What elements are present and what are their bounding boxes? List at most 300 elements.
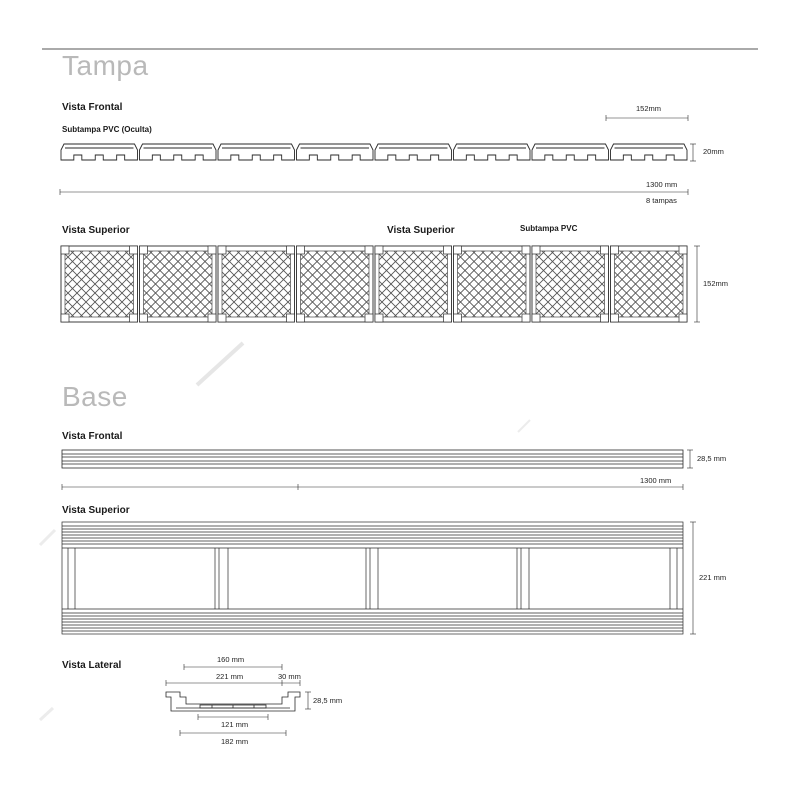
hatch-line <box>351 246 427 322</box>
hatch-line <box>796 246 800 322</box>
hatch-line <box>192 246 268 322</box>
hatch-line <box>299 246 375 322</box>
tampa-corner-clip <box>375 314 383 322</box>
hatch-line <box>428 246 504 322</box>
hatch-line <box>360 246 436 322</box>
tampa-corner-clip <box>532 246 540 254</box>
hatch-line <box>19 246 95 322</box>
hatch-line <box>271 246 347 322</box>
hatch-line <box>376 246 452 322</box>
hatch-line <box>473 246 549 322</box>
dim-20-label: 20mm <box>703 147 724 156</box>
hatch-line <box>490 246 566 322</box>
hatch-line <box>185 246 261 322</box>
hatch-line <box>147 246 223 322</box>
hatch-line <box>456 246 532 322</box>
hatch-line <box>385 246 461 322</box>
hatch-line <box>219 246 295 322</box>
hatch-line <box>55 246 131 322</box>
tampa-corner-clip <box>297 246 305 254</box>
hatch-line <box>515 246 591 322</box>
hatch-line <box>244 246 320 322</box>
tampa-corner-clip <box>61 314 69 322</box>
hatch-line <box>769 246 800 322</box>
hatch-line <box>298 246 374 322</box>
tampa-corner-clip <box>679 314 687 322</box>
base-lateral-label: Vista Lateral <box>62 660 122 671</box>
lateral-dim-30-label: 30 mm <box>278 672 301 681</box>
tampa-corner-clip <box>365 246 373 254</box>
hatch-line <box>226 246 302 322</box>
hatch-line <box>295 246 371 322</box>
hatch-line <box>378 246 454 322</box>
hatch-line <box>717 246 793 322</box>
hatch-line <box>286 246 362 322</box>
hatch-line <box>46 246 122 322</box>
tampa-frontal-segment <box>454 144 531 160</box>
hatch-line <box>263 246 339 322</box>
hatch-line <box>334 246 410 322</box>
hatch-line <box>64 246 140 322</box>
hatch-line <box>378 246 454 322</box>
tampa-superior-label-left: Vista Superior <box>62 225 130 236</box>
hatch-line <box>280 246 356 322</box>
tampa-section-title: Tampa <box>62 50 149 81</box>
hatch-line <box>365 246 441 322</box>
hatch-line <box>307 246 383 322</box>
hatch-line <box>420 246 496 322</box>
hatch-line <box>342 246 418 322</box>
tampa-corner-clip <box>522 314 530 322</box>
hatch-line <box>358 246 434 322</box>
hatch-line <box>349 246 425 322</box>
hatch-line <box>235 246 311 322</box>
hatch-line <box>281 246 357 322</box>
hatch-line <box>524 246 600 322</box>
hatch-line <box>473 246 549 322</box>
hatch-line <box>726 246 800 322</box>
hatch-line <box>609 246 685 322</box>
hatch-line <box>142 246 218 322</box>
hatch-line <box>192 246 268 322</box>
hatch-line <box>535 246 611 322</box>
hatch-line <box>367 246 443 322</box>
tampa-corner-clip <box>365 314 373 322</box>
hatch-line <box>412 246 488 322</box>
hatch-line <box>210 246 286 322</box>
tampa-corner-clip <box>297 314 305 322</box>
tampa-frontal-segment <box>532 144 609 160</box>
hatch-line <box>576 246 652 322</box>
hatch-line <box>183 246 259 322</box>
hatch-line <box>560 246 636 322</box>
hatch-line <box>262 246 338 322</box>
hatch-line <box>621 246 697 322</box>
hatch-line <box>627 246 703 322</box>
hatch-line <box>376 246 452 322</box>
dim-221-label: 221 mm <box>699 573 727 582</box>
hatch-line <box>290 246 366 322</box>
hatch-line <box>0 246 52 322</box>
hatch-line <box>594 246 670 322</box>
hatch-line <box>138 246 214 322</box>
hatch-line <box>630 246 706 322</box>
tampa-corner-clip <box>287 246 295 254</box>
hatch-line <box>760 246 800 322</box>
hatch-line <box>208 246 284 322</box>
hatch-line <box>769 246 800 322</box>
hatch-line <box>401 246 477 322</box>
tampa-panel-frame <box>611 246 688 322</box>
hatch-line <box>446 246 522 322</box>
hatch-line <box>385 246 461 322</box>
hatch-line <box>508 246 584 322</box>
hatch-line <box>420 246 496 322</box>
hatch-line <box>271 246 347 322</box>
hatch-line <box>28 246 104 322</box>
hatch-line <box>419 246 495 322</box>
tampa-corner-clip <box>611 314 619 322</box>
tampa-panel-frame <box>532 246 609 322</box>
hatch-line <box>0 246 25 322</box>
hatch-line <box>0 246 16 322</box>
dim-20-line <box>690 144 696 161</box>
tampa-frontal-profile <box>61 144 687 160</box>
hatch-line <box>612 246 688 322</box>
tampa-frontal-segment <box>297 144 374 160</box>
hatch-line <box>289 246 365 322</box>
hatch-line <box>208 246 284 322</box>
hatch-line <box>0 246 61 322</box>
hatch-line <box>392 246 468 322</box>
hatch-line <box>228 246 304 322</box>
hatch-line <box>540 246 616 322</box>
hatch-line <box>609 246 685 322</box>
dim-1300-label: 1300 mm <box>646 180 678 189</box>
hatch-line <box>255 246 331 322</box>
hatch-line <box>142 246 218 322</box>
hatch-line <box>533 246 609 322</box>
tampa-frontal-segment <box>611 144 688 160</box>
hatch-line <box>0 246 34 322</box>
tampa-corner-clip <box>208 314 216 322</box>
hatch-line <box>0 246 61 322</box>
hatch-line <box>438 246 514 322</box>
tampa-frontal-label: Vista Frontal <box>62 102 123 113</box>
base-superior-plan <box>62 522 683 634</box>
hatch-line <box>322 246 398 322</box>
hatch-line <box>787 246 800 322</box>
hatch-line <box>542 246 618 322</box>
hatch-line <box>383 246 459 322</box>
tampa-corner-clip <box>218 314 226 322</box>
hatch-line <box>280 246 356 322</box>
decor-stroke <box>518 420 530 432</box>
hatch-line <box>612 246 688 322</box>
hatch-line <box>630 246 706 322</box>
hatch-line <box>482 246 558 322</box>
hatch-line <box>37 246 113 322</box>
hatch-line <box>560 246 636 322</box>
hatch-line <box>506 246 582 322</box>
hatch-line <box>569 246 645 322</box>
hatch-line <box>55 246 131 322</box>
hatch-line <box>403 246 479 322</box>
hatch-line <box>281 246 357 322</box>
hatch-line <box>0 246 16 322</box>
hatch-line <box>742 246 800 322</box>
hatch-line <box>165 246 241 322</box>
hatch-line <box>621 246 697 322</box>
hatch-line <box>374 246 450 322</box>
hatch-line <box>533 246 609 322</box>
hatch-line <box>526 246 602 322</box>
hatch-line <box>411 246 487 322</box>
hatch-line <box>627 246 703 322</box>
hatch-line <box>751 246 800 322</box>
hatch-line <box>325 246 401 322</box>
hatch-line <box>437 246 513 322</box>
hatch-line <box>549 246 625 322</box>
hatch-line <box>255 246 331 322</box>
hatch-line <box>403 246 479 322</box>
hatch-line <box>349 246 425 322</box>
hatch-line <box>322 246 398 322</box>
hatch-line <box>369 246 445 322</box>
tampa-corner-clip <box>208 246 216 254</box>
dim-152-line <box>606 115 688 121</box>
lateral-dim-121-label: 121 mm <box>221 720 249 729</box>
hatch-line <box>316 246 392 322</box>
decor-stroke <box>40 708 53 720</box>
hatch-line <box>401 246 477 322</box>
hatch-line <box>535 246 611 322</box>
hatch-line <box>558 246 634 322</box>
hatch-line <box>585 246 661 322</box>
hatch-line <box>272 246 348 322</box>
hatch-line <box>540 246 616 322</box>
hatch-line <box>176 246 252 322</box>
hatch-line <box>461 246 537 322</box>
dim-152-label: 152mm <box>636 104 662 113</box>
hatch-line <box>412 246 488 322</box>
hatch-line <box>106 246 182 322</box>
dim-1300-base-label: 1300 mm <box>640 476 672 485</box>
hatch-line <box>358 246 434 322</box>
hatch-line <box>594 246 670 322</box>
hatch-line <box>491 246 567 322</box>
hatch-line <box>304 246 380 322</box>
hatch-line <box>551 246 627 322</box>
tampa-corner-clip <box>454 314 462 322</box>
hatch-line <box>237 246 313 322</box>
tampa-panel-frame <box>297 246 374 322</box>
hatch-line <box>600 246 676 322</box>
hatch-line <box>464 246 540 322</box>
dim-221-line <box>690 522 696 634</box>
tampa-corner-clip <box>140 314 148 322</box>
hatch-line <box>491 246 567 322</box>
hatch-line <box>0 246 43 322</box>
hatch-line <box>470 246 546 322</box>
base-frontal-label: Vista Frontal <box>62 431 123 442</box>
lateral-dim-221-label: 221 mm <box>216 672 244 681</box>
hatch-line <box>499 246 575 322</box>
base-superior-label: Vista Superior <box>62 505 130 516</box>
hatch-line <box>0 246 70 322</box>
hatch-line <box>479 246 555 322</box>
hatch-line <box>551 246 627 322</box>
hatch-line <box>244 246 320 322</box>
hatch-line <box>522 246 598 322</box>
hatch-line <box>262 246 338 322</box>
lateral-section-profile <box>166 692 300 711</box>
hatch-line <box>742 246 800 322</box>
hatch-line <box>0 246 43 322</box>
hatch-line <box>603 246 679 322</box>
hatch-line <box>531 246 607 322</box>
hatch-line <box>522 246 598 322</box>
hatch-line <box>97 246 173 322</box>
hatch-line <box>796 246 800 322</box>
base-frontal-profile <box>62 450 683 468</box>
hatch-line <box>447 246 523 322</box>
hatch-line <box>497 246 573 322</box>
hatch-line <box>115 246 191 322</box>
hatch-line <box>298 246 374 322</box>
hatch-line <box>263 246 339 322</box>
hatch-line <box>515 246 591 322</box>
tampa-corner-clip <box>218 246 226 254</box>
hatch-line <box>290 246 366 322</box>
tampa-corner-clip <box>532 314 540 322</box>
hatch-line <box>313 246 389 322</box>
hatch-line <box>334 246 410 322</box>
hatch-line <box>724 246 800 322</box>
hatch-line <box>499 246 575 322</box>
hatch-line <box>733 246 800 322</box>
hatch-line <box>526 246 602 322</box>
hatch-line <box>576 246 652 322</box>
hatch-line <box>726 246 800 322</box>
dim-152-side-label: 152mm <box>703 279 729 288</box>
hatch-line <box>0 246 52 322</box>
lateral-dim-28-5-label: 28,5 mm <box>313 696 343 705</box>
hatch-line <box>212 246 288 322</box>
hatch-line <box>183 246 259 322</box>
hatch-line <box>138 246 214 322</box>
tampa-corner-clip <box>601 314 609 322</box>
tampa-frontal-segment <box>140 144 217 160</box>
decor-stroke <box>40 530 55 545</box>
hatch-line <box>97 246 173 322</box>
tampa-panel-frame <box>375 246 452 322</box>
hatch-line <box>437 246 513 322</box>
hatch-line <box>333 246 409 322</box>
hatch-line <box>0 246 70 322</box>
hatch-line <box>506 246 582 322</box>
hatch-line <box>342 246 418 322</box>
hatch-line <box>133 246 209 322</box>
hatch-line <box>203 246 279 322</box>
hatch-line <box>0 246 34 322</box>
hatch-line <box>194 246 270 322</box>
hatch-line <box>246 246 322 322</box>
tampa-corner-clip <box>61 246 69 254</box>
hatch-line <box>106 246 182 322</box>
hatch-line <box>787 246 800 322</box>
hatch-line <box>429 246 505 322</box>
hatch-line <box>429 246 505 322</box>
hatch-line <box>733 246 800 322</box>
tampa-corner-clip <box>140 246 148 254</box>
hatch-line <box>217 246 293 322</box>
hatch-line <box>176 246 252 322</box>
hatch-line <box>221 246 297 322</box>
hatch-line <box>156 246 232 322</box>
hatch-line <box>479 246 555 322</box>
hatch-line <box>299 246 375 322</box>
dim-152-side-line <box>694 246 700 322</box>
hatch-line <box>286 246 362 322</box>
hatch-line <box>517 246 593 322</box>
hatch-line <box>497 246 573 322</box>
hatch-line <box>549 246 625 322</box>
hatch-line <box>201 246 277 322</box>
hatch-line <box>778 246 800 322</box>
hatch-line <box>447 246 523 322</box>
hatch-line <box>517 246 593 322</box>
hatch-line <box>156 246 232 322</box>
hatch-line <box>618 246 694 322</box>
hatch-line <box>446 246 522 322</box>
decor-stroke <box>197 343 243 385</box>
hatch-line <box>636 246 712 322</box>
tampa-panel-frame <box>140 246 217 322</box>
hatch-line <box>201 246 277 322</box>
tampa-frontal-segment <box>61 144 138 160</box>
hatch-line <box>452 246 528 322</box>
hatch-line <box>394 246 470 322</box>
hatch-line <box>46 246 122 322</box>
lateral-dim-182-label: 182 mm <box>221 737 249 746</box>
hatch-line <box>37 246 113 322</box>
hatch-line <box>129 246 205 322</box>
hatch-line <box>374 246 450 322</box>
hatch-line <box>360 246 436 322</box>
lateral-dim-160-label: 160 mm <box>217 655 245 664</box>
hatch-line <box>254 246 330 322</box>
tampa-corner-clip <box>287 314 295 322</box>
subtampa-oculta-label: Subtampa PVC (Oculta) <box>62 125 152 134</box>
hatch-line <box>455 246 531 322</box>
hatch-line <box>618 246 694 322</box>
hatch-line <box>443 246 519 322</box>
hatch-line <box>369 246 445 322</box>
hatch-line <box>325 246 401 322</box>
hatch-line <box>124 246 200 322</box>
tampa-frontal-segment <box>375 144 452 160</box>
tampa-corner-clip <box>444 246 452 254</box>
hatch-line <box>0 246 25 322</box>
count-label: 8 tampas <box>646 196 677 205</box>
hatch-line <box>165 246 241 322</box>
hatch-line <box>452 246 528 322</box>
hatch-line <box>724 246 800 322</box>
hatch-line <box>246 246 322 322</box>
hatch-line <box>482 246 558 322</box>
hatch-line <box>307 246 383 322</box>
